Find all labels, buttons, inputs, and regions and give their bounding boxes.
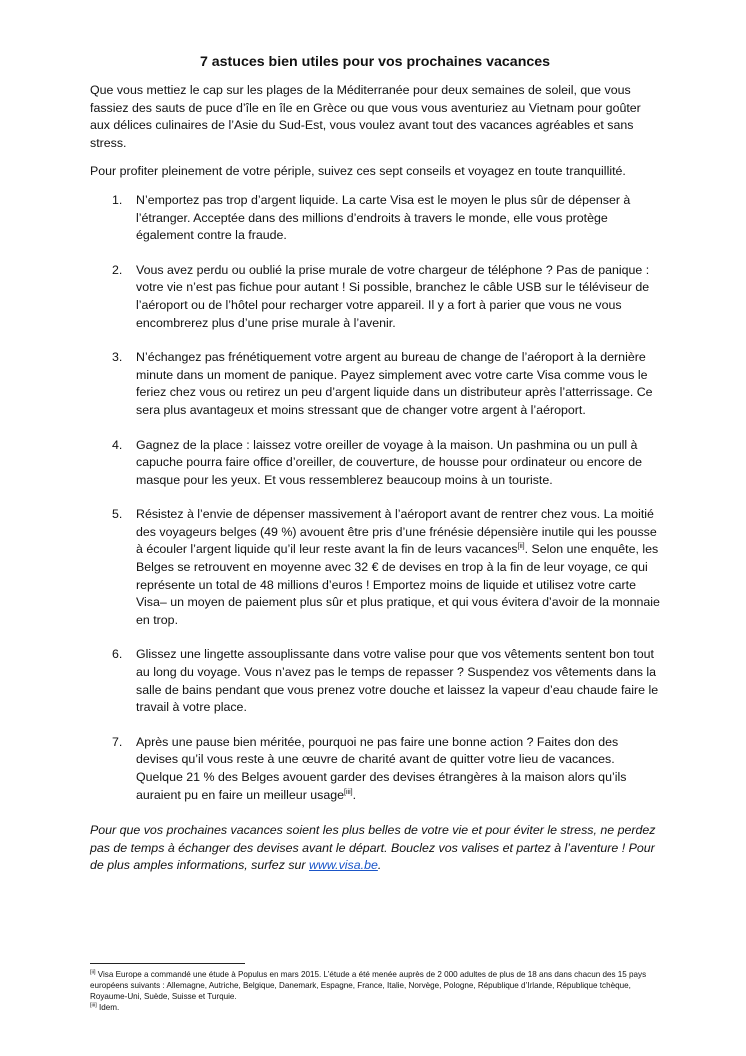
footnote-text: Idem. [96, 1003, 120, 1012]
tip-number: 5. [112, 507, 123, 522]
intro-paragraph: Que vous mettiez le cap sur les plages de la Méditerranée pour deux semaines de soleil, que vous fassiez des sauts de puce d’île en île en Grèce ou que vous vous aventuriez au Vietnam pour goûter aux délices culinaires de l’Asie du Sud-Est, vous voulez avant tout des vacances agréables et sans stress. [90, 83, 641, 150]
closing-paragraph [90, 822, 660, 875]
footnote-marker: [ii] [90, 969, 96, 976]
tip-item [90, 506, 660, 629]
tip-number: 1. [112, 192, 123, 207]
tip-item [90, 437, 660, 490]
tip-text: N’emportez pas trop d’argent liquide. La carte Visa est le moyen le plus sûr de dépenser à l’étranger. Acceptée dans des millions d’endroits à travers le monde, elle vous protège également contre la fraude. [136, 192, 631, 243]
tip-text: Vous avez perdu ou oublié la prise murale de votre chargeur de téléphone ? Pas de panique : votre vie n’est pas fichue pour autant ! Si possible, branchez le câble USB sur le téléviseur de l’aéroport ou de l’hôtel pour recharger votre appareil. Il y a fort à parier que vous ne vous encombrerez plus d’une prise murale à l’avenir. [136, 262, 650, 330]
tip-text: Gagnez de la place : laissez votre oreiller de voyage à la maison. Un pashmina ou un pull à capuche pourra faire office d’oreiller, de couverture, de housse pour ordinateur ou encore de masque pour les yeux. Et vous ressemblerez beaucoup moins à un touriste. [136, 437, 643, 487]
tip-text: Résistez à l’envie de dépenser massivement à l’aéroport avant de rentrer chez vous. La moitié des voyageurs belges (49 %) avouent être pris d’une frénésie dépensière inutile qui les pousse à écouler l’argent liquide qu’il leur reste avant la fin de leurs vacances [136, 507, 657, 557]
closing-end: . [377, 858, 382, 873]
tip-text-continued: . [352, 787, 357, 802]
closing-text: Pour que vos prochaines vacances soient les plus belles de votre vie et pour éviter le stress, ne perdez pas de temps à échanger des devises avant le départ. Bouclez vos valises et partez à l’aventure ! Pour de plus amples informations, surfez sur [90, 823, 656, 873]
tip-text: N’échangez pas frénétiquement votre argent au bureau de change de l’aéroport à la dernière minute dans un moment de panique. Payez simplement avec votre carte Visa comme vous le feriez chez vous ou retirez un peu d’argent liquide dans un distributeur après l’atterrissage. Ce sera plus avantageux et moins stressant que de changer votre argent à l’aéroport. [136, 350, 653, 417]
footnote-reference[interactable]: [ii] [517, 543, 525, 551]
tip-text-continued: . Selon une enquête, les Belges se retrouvent en moyenne avec 32 € de devises en trop à la fin de leur voyage, ce qui représente un total de 48 millions d’euros ! Emportez moins de liquide et utilisez votre carte Visa– un moyen de paiement plus sûr et plus pratique, et qui vous évitera d’avoir de la monnaie en trop. [136, 542, 660, 627]
tip-number: 6. [112, 647, 123, 662]
tip-text: Après une pause bien méritée, pourquoi ne pas faire une bonne action ? Faites don des devises qu’il vous reste à une œuvre de charité avant de quitter votre lieu de vacances. Quelque 21 % des Belges avouent garder des devises étrangères à la maison alors qu’ils auraient pu en faire un meilleur usage [136, 734, 627, 802]
document-title: 7 astuces bien utiles pour vos prochaines vacances [199, 54, 551, 70]
tip-item [90, 262, 660, 332]
tips-list [90, 192, 660, 804]
footnote-marker: [iii] [90, 1002, 97, 1009]
tip-number: 3. [112, 350, 123, 365]
footnotes [90, 963, 660, 1013]
tip-number: 2. [112, 262, 123, 277]
tip-item [90, 349, 660, 419]
tip-number: 7. [112, 734, 123, 749]
footnote [90, 1002, 660, 1013]
tip-number: 4. [112, 437, 123, 452]
tip-item [90, 192, 660, 245]
visa-website-link[interactable]: www.visa.be [309, 858, 378, 873]
tip-text: Glissez une lingette assouplissante dans votre valise pour que vos vêtements sentent bon tout au long du voyage. Vous n’avez pas le temps de repasser ? Suspendez vos vêtements dans la salle de bains pendant que vous prenez votre douche et laissez la vapeur d’eau chaude faire le travail à votre place. [136, 647, 659, 715]
footnote-divider [90, 963, 245, 964]
document-body [90, 52, 660, 886]
intro-paragraph: Pour profiter pleinement de votre périple, suivez ces sept conseils et voyagez en toute tranquillité. [90, 164, 626, 179]
footnote-text: Visa Europe a commandé une étude à Populus en mars 2015. L’étude a été menée auprès de 2 000 adultes de plus de 18 ans dans chacun des 15 pays européens suivants : Allemagne, Autriche, Belgique, Danemark, Espagne, France, Italie, Norvège, Pologne, République d’Irlande, République tchèque, Royaume-Uni, Suède, Suisse et Turquie. [90, 970, 647, 1001]
tip-item [90, 734, 660, 804]
tip-item [90, 646, 660, 716]
footnote-reference[interactable]: [iii] [344, 788, 353, 796]
footnote [90, 969, 660, 1002]
